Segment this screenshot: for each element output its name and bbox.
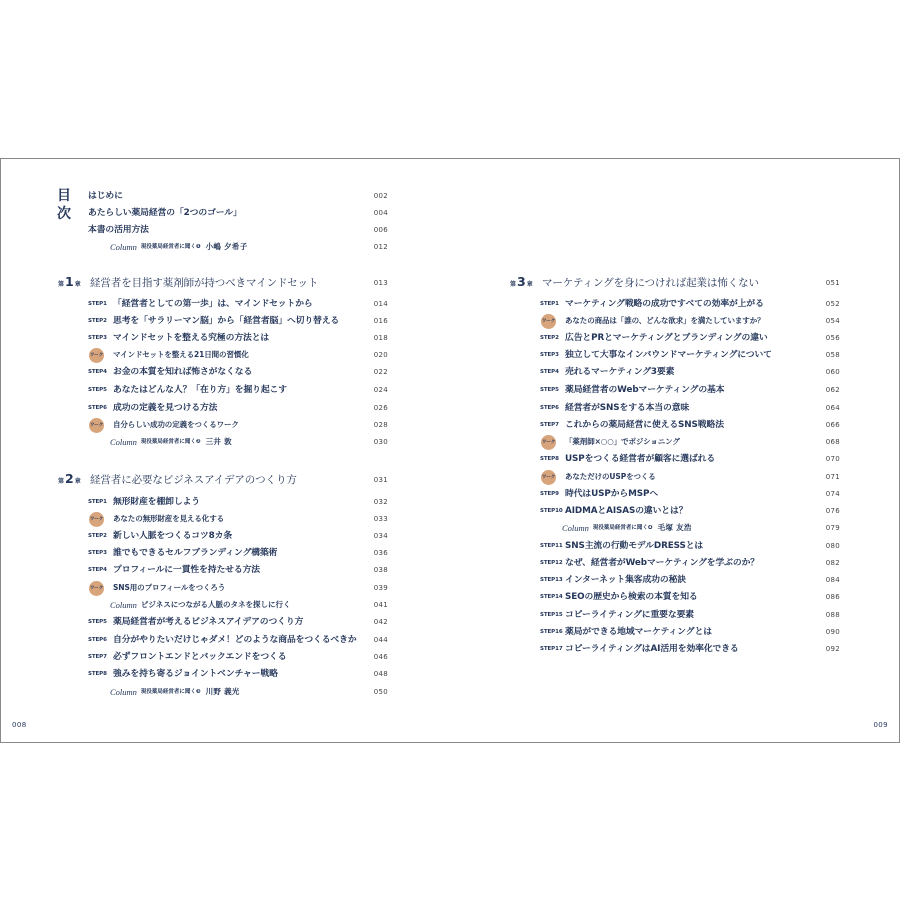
entry-page: 032	[373, 498, 388, 506]
entry-page: 071	[825, 473, 840, 481]
chapter-number-group	[58, 471, 90, 490]
column-author: 川野 義光	[205, 687, 240, 696]
entry-page: 033	[373, 515, 388, 523]
entry-title: SNS用のプロフィールをつくろう	[113, 583, 226, 592]
step-entry	[540, 557, 840, 569]
entry-title: コピーライティングに重要な要素	[565, 610, 694, 620]
chapter-heading	[58, 275, 388, 291]
column-author: 毛塚 友浩	[657, 523, 692, 532]
step-label: STEP7	[88, 654, 107, 660]
entry-page: 039	[373, 584, 388, 592]
entry-page: 064	[825, 404, 840, 412]
entry-title: マーケティング戦略の成功ですべての効率が上がる	[565, 299, 764, 309]
entry-title: 自分らしい成功の定義をつくるワーク	[113, 420, 239, 429]
chapter-prefix: 第	[58, 477, 65, 485]
chapter-heading	[510, 275, 840, 291]
entry-title: AIDMAとAISASの違いとは？	[565, 506, 688, 516]
entry-title: これからの薬局経営に使えるSNS戦略法	[565, 420, 724, 430]
work-entry	[88, 582, 388, 594]
step-entry	[540, 574, 840, 586]
entry-page: 062	[825, 386, 840, 394]
step-entry	[540, 419, 840, 431]
entry-title: 広告とPRとマーケティングとブランディングの違い	[565, 333, 768, 343]
work-badge: ワーク	[89, 348, 104, 363]
entry-title: SNS主流の行動モデルDRESSとは	[565, 541, 704, 551]
step-label: STEP5	[88, 619, 107, 625]
front-matter-entry	[88, 190, 388, 202]
entry-page: 014	[373, 300, 388, 308]
entry-title: マインドセットを整える21日間の習慣化	[113, 350, 249, 359]
column-label: Column	[110, 242, 137, 252]
entry-title: 独立して大事なインバウンドマーケティングについて	[565, 350, 772, 360]
chapter-heading	[58, 472, 388, 488]
toc-heading-char: 目	[57, 188, 71, 204]
entry-title: なぜ、経営者がWebマーケティングを学ぶのか？	[565, 558, 759, 568]
entry-page: 012	[373, 243, 388, 251]
entry-title: あたらしい薬局経営の「2つのゴール」	[88, 208, 242, 218]
toc-heading-char: 次	[57, 206, 71, 222]
page-number-left: 008	[12, 721, 27, 729]
entry-page: 020	[373, 351, 388, 359]
entry-page: 034	[373, 532, 388, 540]
step-entry	[540, 505, 840, 517]
step-entry	[540, 643, 840, 655]
entry-title: プロフィールに一貫性を持たせる方法	[113, 565, 260, 575]
chapter-prefix: 第	[58, 280, 65, 288]
step-entry	[88, 496, 388, 508]
step-entry	[88, 634, 388, 646]
column-series: 現役薬局経営者に聞く❶	[140, 244, 201, 250]
entry-title: USPをつくる経営者が顧客に選ばれる	[565, 454, 716, 464]
step-entry	[88, 366, 388, 378]
entry-title: 自分がやりたいだけじゃダメ！どのような商品をつくるべきか	[113, 635, 357, 645]
entry-page: 016	[373, 317, 388, 325]
entry-title: 薬局経営者のWebマーケティングの基本	[565, 385, 725, 395]
chapter-page: 051	[825, 279, 840, 287]
step-entry	[540, 591, 840, 603]
step-label: STEP2	[540, 335, 559, 341]
entry-page: 052	[825, 300, 840, 308]
step-entry	[88, 402, 388, 414]
column-title: ビジネスにつながる人脈のタネを探しに行く	[140, 600, 291, 609]
chapter-number: 3	[517, 273, 526, 289]
step-entry	[88, 668, 388, 680]
entry-page: 054	[825, 317, 840, 325]
column-series: 現役薬局経営者に聞く❸	[140, 689, 201, 695]
step-entry	[540, 488, 840, 500]
entry-page: 088	[825, 611, 840, 619]
step-entry	[540, 609, 840, 621]
entry-page: 084	[825, 576, 840, 584]
step-label: STEP3	[540, 352, 559, 358]
step-entry	[540, 453, 840, 465]
front-matter-entry	[88, 207, 388, 219]
chapter-number: 1	[65, 273, 74, 289]
entry-page: 079	[825, 524, 840, 532]
step-label: STEP10	[540, 508, 563, 514]
entry-page: 082	[825, 559, 840, 567]
work-entry	[88, 513, 388, 525]
entry-title: 本書の活用方法	[88, 225, 149, 235]
entry-page: 036	[373, 549, 388, 557]
entry-title: 時代はUSPからMSPへ	[565, 489, 659, 499]
step-entry	[88, 616, 388, 628]
column-label: Column	[110, 687, 137, 697]
step-entry	[88, 651, 388, 663]
chapter-page: 031	[373, 476, 388, 484]
right-page	[452, 0, 852, 900]
entry-page: 030	[373, 438, 388, 446]
chapter-title: 経営者を目指す薬剤師が持つべきマインドセット	[90, 277, 319, 289]
entry-title: 薬局経営者が考えるビジネスアイデアのつくり方	[113, 617, 304, 627]
column-label: Column	[562, 523, 589, 533]
column-entry	[110, 686, 388, 698]
entry-page: 002	[373, 192, 388, 200]
chapter-title: マーケティングを身につければ起業は怖くない	[542, 277, 759, 289]
step-label: STEP3	[88, 335, 107, 341]
step-label: STEP5	[88, 387, 107, 393]
step-label: STEP6	[88, 637, 107, 643]
step-entry	[88, 547, 388, 559]
step-label: STEP16	[540, 629, 563, 635]
entry-title: 無形財産を棚卸しよう	[113, 497, 200, 507]
entry-title: コピーライティングはAI活用を効率化できる	[565, 644, 739, 654]
work-badge: ワーク	[89, 512, 104, 527]
entry-title: 「経営者としての第一歩」は、マインドセットから	[113, 299, 313, 309]
step-label: STEP6	[540, 405, 559, 411]
step-label: STEP5	[540, 387, 559, 393]
step-label: STEP7	[540, 422, 559, 428]
toc-heading	[55, 187, 73, 223]
step-label: STEP11	[540, 543, 563, 549]
entry-page: 058	[825, 351, 840, 359]
left-page	[0, 0, 400, 900]
entry-page: 086	[825, 593, 840, 601]
step-entry	[540, 626, 840, 638]
entry-page: 092	[825, 645, 840, 653]
step-label: STEP3	[88, 550, 107, 556]
entry-title: マインドセットを整える究極の方法とは	[113, 333, 270, 343]
step-label: STEP8	[540, 456, 559, 462]
entry-title: 必ずフロントエンドとバックエンドをつくる	[113, 652, 287, 662]
entry-page: 042	[373, 618, 388, 626]
chapter-number-group	[510, 274, 542, 293]
chapter-suffix: 章	[74, 477, 81, 485]
entry-title: 思考を「サラリーマン脳」から「経営者脳」へ切り替える	[113, 316, 340, 326]
step-label: STEP9	[540, 491, 559, 497]
column-author: 三井 敦	[205, 437, 232, 446]
entry-title: SEOの歴史から検索の本質を知る	[565, 592, 698, 602]
step-entry	[540, 349, 840, 361]
step-entry	[88, 332, 388, 344]
chapter-page: 013	[373, 279, 388, 287]
entry-page: 004	[373, 209, 388, 217]
step-entry	[540, 402, 840, 414]
column-label: Column	[110, 600, 137, 610]
column-series: 現役薬局経営者に聞く❹	[592, 525, 653, 531]
entry-title: 成功の定義を見つける方法	[113, 403, 218, 413]
column-entry	[110, 436, 388, 448]
chapter-suffix: 章	[526, 280, 533, 288]
chapter-prefix: 第	[510, 280, 517, 288]
work-entry	[540, 436, 840, 448]
entry-page: 041	[373, 601, 388, 609]
entry-title: はじめに	[88, 191, 123, 201]
entry-title: 誰でもできるセルフブランディング構築術	[113, 548, 278, 558]
entry-page: 006	[373, 226, 388, 234]
step-label: STEP1	[540, 301, 559, 307]
step-label: STEP1	[88, 301, 107, 307]
column-series: 現役薬局経営者に聞く❷	[140, 439, 201, 445]
work-badge: ワーク	[541, 435, 556, 450]
entry-title: 売れるマーケティング3要素	[565, 367, 675, 377]
entry-title: あなたの無形財産を見える化する	[113, 514, 224, 523]
entry-title: あなたの商品は「誰の、どんな欲求」を満たしていますか？	[565, 316, 765, 325]
work-entry	[88, 419, 388, 431]
chapter-title: 経営者に必要なビジネスアイデアのつくり方	[90, 474, 297, 486]
chapter-number-group	[58, 274, 90, 293]
entry-title: 経営者がSNSをする本当の意味	[565, 403, 690, 413]
work-entry	[540, 471, 840, 483]
entry-page: 056	[825, 334, 840, 342]
entry-page: 066	[825, 421, 840, 429]
entry-page: 074	[825, 490, 840, 498]
step-entry	[88, 315, 388, 327]
step-label: STEP17	[540, 646, 563, 652]
entry-title: 「薬剤師×○○」でポジショニング	[565, 437, 680, 446]
step-entry	[540, 384, 840, 396]
step-label: STEP13	[540, 577, 563, 583]
entry-page: 046	[373, 653, 388, 661]
step-entry	[540, 366, 840, 378]
work-badge: ワーク	[89, 418, 104, 433]
step-label: STEP4	[88, 567, 107, 573]
column-entry	[562, 522, 840, 534]
chapter-suffix: 章	[74, 280, 81, 288]
entry-title: あなたはどんな人？「在り方」を掘り起こす	[113, 385, 287, 395]
step-entry	[88, 530, 388, 542]
step-entry	[540, 540, 840, 552]
entry-title: 薬局ができる地域マーケティングとは	[565, 627, 712, 637]
step-label: STEP8	[88, 671, 107, 677]
entry-page: 038	[373, 566, 388, 574]
column-entry	[110, 599, 388, 611]
work-badge: ワーク	[541, 314, 556, 329]
entry-page: 024	[373, 386, 388, 394]
step-label: STEP2	[88, 533, 107, 539]
entry-page: 048	[373, 670, 388, 678]
step-label: STEP15	[540, 612, 563, 618]
step-label: STEP14	[540, 594, 563, 600]
entry-page: 076	[825, 507, 840, 515]
column-author: 小嶋 夕希子	[205, 242, 248, 251]
work-badge: ワーク	[541, 470, 556, 485]
entry-title: インターネット集客成功の秘訣	[565, 575, 686, 585]
step-label: STEP4	[88, 369, 107, 375]
page-number-right: 009	[873, 721, 888, 729]
step-label: STEP1	[88, 499, 107, 505]
step-label: STEP6	[88, 405, 107, 411]
work-entry	[540, 315, 840, 327]
entry-page: 022	[373, 368, 388, 376]
column-label: Column	[110, 437, 137, 447]
entry-page: 018	[373, 334, 388, 342]
work-entry	[88, 349, 388, 361]
step-label: STEP4	[540, 369, 559, 375]
entry-page: 044	[373, 636, 388, 644]
column-entry	[110, 241, 388, 253]
step-entry	[88, 384, 388, 396]
work-badge: ワーク	[89, 581, 104, 596]
step-entry	[540, 332, 840, 344]
step-entry	[88, 564, 388, 576]
entry-page: 026	[373, 404, 388, 412]
entry-page: 070	[825, 455, 840, 463]
entry-page: 060	[825, 368, 840, 376]
entry-page: 090	[825, 628, 840, 636]
entry-page: 028	[373, 421, 388, 429]
entry-title: 新しい人脈をつくるコツ8カ条	[113, 531, 233, 541]
entry-page: 050	[373, 688, 388, 696]
entry-page: 068	[825, 438, 840, 446]
entry-title: あなただけのUSPをつくる	[565, 472, 656, 481]
front-matter-entry	[88, 224, 388, 236]
step-label: STEP2	[88, 318, 107, 324]
chapter-number: 2	[65, 470, 74, 486]
step-entry	[88, 298, 388, 310]
entry-page: 080	[825, 542, 840, 550]
step-entry	[540, 298, 840, 310]
entry-title: お金の本質を知れば怖さがなくなる	[113, 367, 253, 377]
entry-title: 強みを持ち寄るジョイントベンチャー戦略	[113, 669, 278, 679]
step-label: STEP12	[540, 560, 563, 566]
